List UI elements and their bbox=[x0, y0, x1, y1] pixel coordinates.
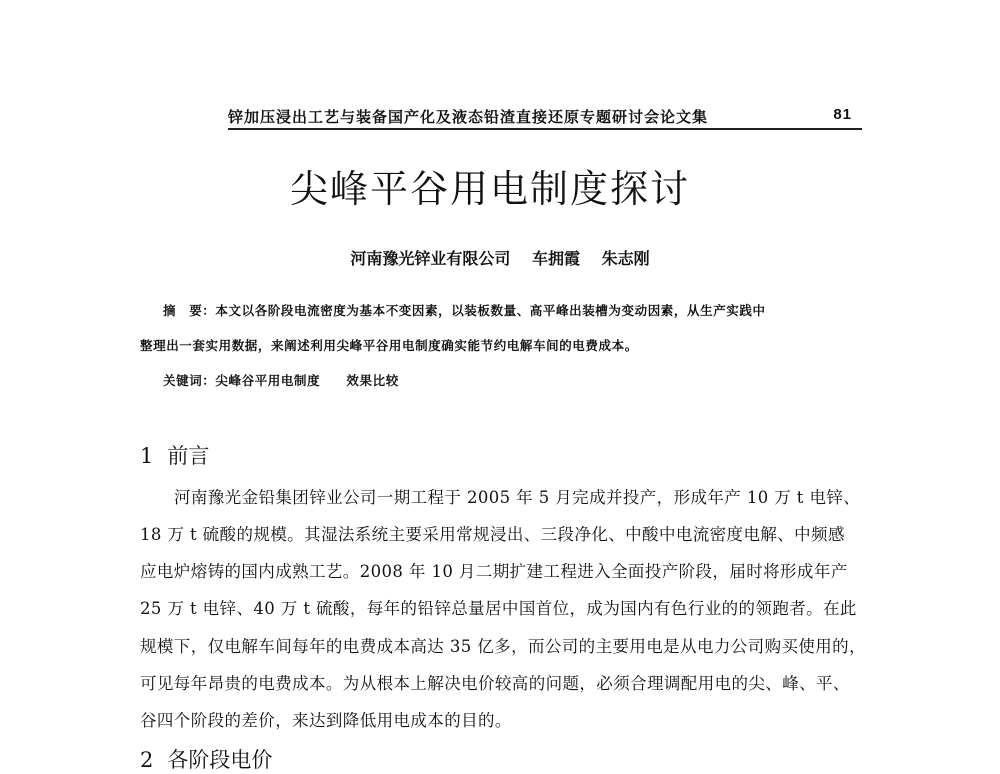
section-heading bbox=[140, 440, 209, 470]
abstract bbox=[163, 301, 766, 319]
body-line: 河南豫光金铅集团锌业公司一期工程于 2005 年 5 月完成并投产，形成年产 10 万 t 电锌、 bbox=[174, 488, 861, 507]
keyword: 尖峰谷平用电制度 bbox=[215, 373, 321, 388]
abstract-label: 摘 要： bbox=[163, 303, 216, 318]
paper-title: 尖峰平谷用电制度探讨 bbox=[289, 167, 690, 211]
keyword: 效果比较 bbox=[346, 373, 399, 388]
body-line: 可见每年昂贵的电费成本。为从根本上解决电价较高的问题，必须合理调配用电的尖、峰、平、 bbox=[140, 674, 850, 693]
abstract-line: 本文以各阶段电流密度为基本不变因素，以装板数量、高平峰出装槽为变动因素，从生产实践中 bbox=[215, 303, 766, 318]
affiliation: 河南豫光锌业有限公司 bbox=[350, 249, 511, 268]
authors bbox=[0, 246, 1000, 269]
body-line: 25 万 t 电锌、40 万 t 硫酸，每年的铅锌总量居中国首位，成为国内有色行业的的领跑者。在此 bbox=[140, 599, 857, 618]
author-name: 朱志刚 bbox=[601, 249, 650, 268]
abstract-line: 整理出一套实用数据，来阐述利用尖峰平谷用电制度确实能节约电解车间的电费成本。 bbox=[140, 338, 638, 353]
section-number: 2 bbox=[140, 748, 154, 772]
keywords bbox=[163, 371, 399, 389]
header-rule bbox=[228, 128, 862, 130]
body-line: 谷四个阶段的差价，来达到降低用电成本的目的。 bbox=[140, 711, 512, 730]
body-line: 18 万 t 硫酸的规模。其湿法系统主要采用常规浸出、三段净化、中酸中电流密度电解、中频感 bbox=[140, 525, 845, 544]
section-heading bbox=[140, 744, 272, 774]
body-line: 应电炉熔铸的国内成熟工艺。2008 年 10 月二期扩建工程进入全面投产阶段，届时将形成年产 bbox=[140, 562, 848, 581]
author-name: 车拥霞 bbox=[531, 249, 580, 268]
body-line: 规模下，仅电解车间每年的电费成本高达 35 亿多，而公司的主要用电是从电力公司购买使用的， bbox=[140, 637, 866, 656]
running-head bbox=[228, 106, 860, 127]
running-head-title: 锌加压浸出工艺与装备国产化及液态铅渣直接还原专题研讨会论文集 bbox=[228, 108, 709, 126]
section-number: 1 bbox=[140, 444, 154, 468]
section-title: 前言 bbox=[167, 444, 210, 468]
section-title: 各阶段电价 bbox=[167, 748, 273, 772]
page-number: 81 bbox=[833, 106, 852, 123]
keywords-label: 关键词： bbox=[163, 373, 216, 388]
